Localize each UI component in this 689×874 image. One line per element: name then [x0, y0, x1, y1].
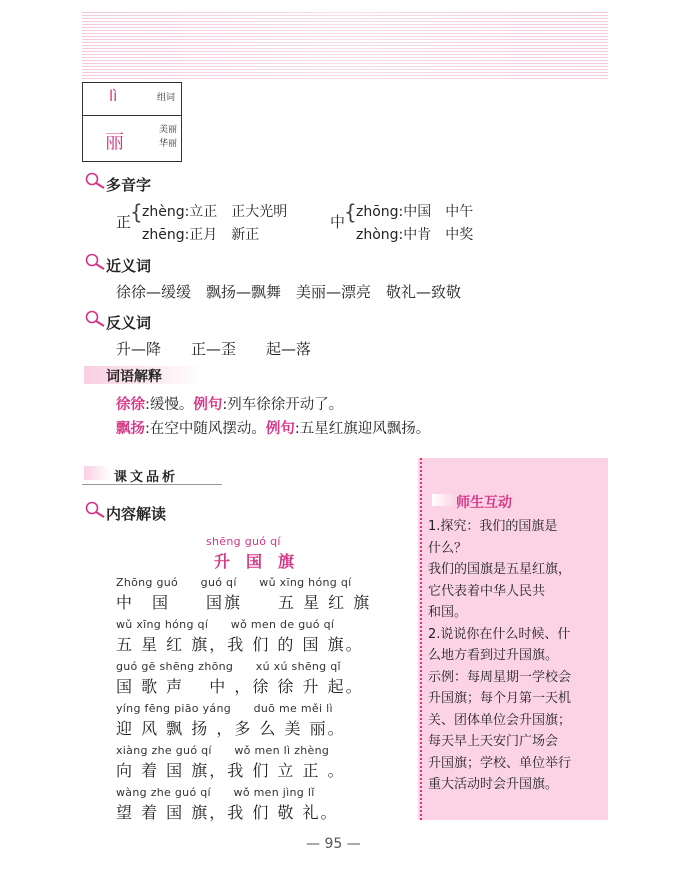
antonyms-text: 升—降 正—歪 起—落: [116, 340, 312, 358]
polyphonic-2-line1: zhōng:中国 中午: [356, 204, 474, 220]
poem-title-pinyin: shēng guó qí: [206, 535, 281, 548]
poem-line-pinyin: yíng fēng piāo yáng duō me měi lì: [116, 702, 333, 715]
sidebar-line: 示例：每周星期一学校会: [428, 669, 572, 685]
sidebar-line: 重大活动时会升国旗。: [428, 777, 559, 792]
poem-line-hanzi: 中 国 国旗 五 星 红 旗: [116, 593, 372, 612]
polyphonic-char-2: 中: [330, 213, 346, 231]
sidebar-line: 我们的国旗是五星红旗，: [428, 562, 572, 577]
def-2: :在空中随风摆动。: [145, 421, 266, 437]
poem-line: [116, 574, 371, 613]
poem-line-pinyin: wǔ xīng hóng qí wǒ men de guó qí: [116, 618, 335, 631]
sidebar-line: 什么？: [428, 540, 468, 556]
sidebar-line: 关、团体单位会升国旗；: [428, 712, 572, 728]
sidebar-line: 2.说说你在什么时候、什: [428, 626, 571, 642]
poem-line: [116, 616, 364, 655]
sidebar-line: 它代表着中华人民共: [428, 583, 546, 599]
poem-line-pinyin: wàng zhe guó qí wǒ men jìng lǐ: [116, 786, 315, 799]
poem-line-pinyin: xiàng zhe guó qí wǒ men lì zhèng: [116, 744, 330, 757]
page-number: — 95 —: [306, 836, 361, 852]
poem-line-pinyin: guó gē shēng zhōng xú xú shēng qǐ: [116, 660, 341, 673]
explanation-item-2: [116, 420, 430, 438]
example-label-2: 例句: [265, 421, 295, 437]
example-2: :五星红旗迎风飘扬。: [294, 421, 431, 437]
poem-line-pinyin: Zhōng guó guó qí wǔ xīng hóng qí: [116, 576, 352, 589]
sidebar-line: 和国。: [428, 605, 468, 620]
sidebar-line: 升国旗；每个月第一天机: [428, 691, 572, 706]
brace-2: {: [344, 200, 357, 224]
sidebar-line: 么地方看到过升国旗。: [428, 648, 559, 663]
magnifier-icon: [84, 310, 106, 328]
poem-title: 升 国 旗: [214, 552, 295, 571]
poem-line-hanzi: 向 着 国 旗，我 们 立 正 。: [116, 761, 346, 780]
analysis-underline: [82, 484, 222, 485]
pinyin-li: lì: [109, 87, 118, 105]
synonyms-text: 徐徐—缓缓 飘扬—飘舞 美丽—漂亮 敬礼—致敬: [116, 283, 462, 301]
word-box: [82, 82, 182, 162]
poem-line: [116, 658, 364, 697]
brace-1: {: [130, 200, 143, 224]
header-banner-fade: [82, 12, 608, 80]
word-box-row1: [83, 83, 181, 116]
poem-line-hanzi: 五 星 红 旗，我 们 的 国 旗。: [116, 635, 364, 654]
polyphonic-char-1: 正: [116, 213, 132, 231]
poem-line-hanzi: 国 歌 声 中 ，徐 徐 升 起。: [116, 677, 364, 696]
magnifier-icon: [84, 501, 106, 519]
polyphonic-1-line2: zhēng:正月 新正: [142, 227, 260, 243]
sidebar-title: 师生互动: [456, 495, 512, 511]
sidebar-title-strip: [432, 494, 456, 506]
poem-line-hanzi: 望 着 国 旗，我 们 敬 礼。: [116, 803, 339, 822]
word-box-note-1: 美丽: [159, 125, 178, 135]
example-1: :列车徐徐开动了。: [222, 397, 344, 413]
synonyms-title: 近义词: [106, 257, 152, 275]
term-2: 飘扬: [116, 421, 145, 437]
polyphonic-title: 多音字: [106, 176, 152, 194]
analysis-strip: [84, 466, 110, 480]
antonyms-title: 反义词: [106, 314, 152, 332]
polyphonic-2-line2: zhòng:中肯 中奖: [356, 227, 474, 243]
analysis-title: 课文品析: [114, 470, 179, 485]
sidebar-line: 升国旗；学校、单位举行: [428, 755, 572, 771]
sidebar-line: 每天早上天安门广场会: [428, 734, 559, 749]
def-1: :缓慢。: [145, 397, 194, 413]
word-box-note-2: 华丽: [159, 139, 178, 149]
sidebar-dotted-border: [420, 458, 422, 820]
poem-line: [116, 742, 346, 781]
reading-title: 内容解读: [106, 505, 167, 523]
explanation-title: 词语解释: [106, 369, 162, 385]
polyphonic-1-line1: zhèng:立正 正大光明: [142, 204, 288, 220]
sidebar-line: 1.探究：我们的国旗是: [428, 519, 558, 534]
magnifier-icon: [84, 253, 106, 271]
poem-line: [116, 784, 339, 823]
poem-line-hanzi: 迎 风 飘 扬 ，多 么 美 丽。: [116, 719, 346, 738]
magnifier-icon: [84, 172, 106, 190]
word-box-note: 组词: [157, 93, 176, 103]
explanation-item-1: [116, 396, 343, 414]
char-li: 丽: [105, 131, 125, 153]
example-label-1: 例句: [193, 397, 223, 413]
term-1: 徐徐: [116, 397, 145, 413]
sidebar-body: [428, 516, 606, 796]
poem-line: [116, 700, 346, 739]
